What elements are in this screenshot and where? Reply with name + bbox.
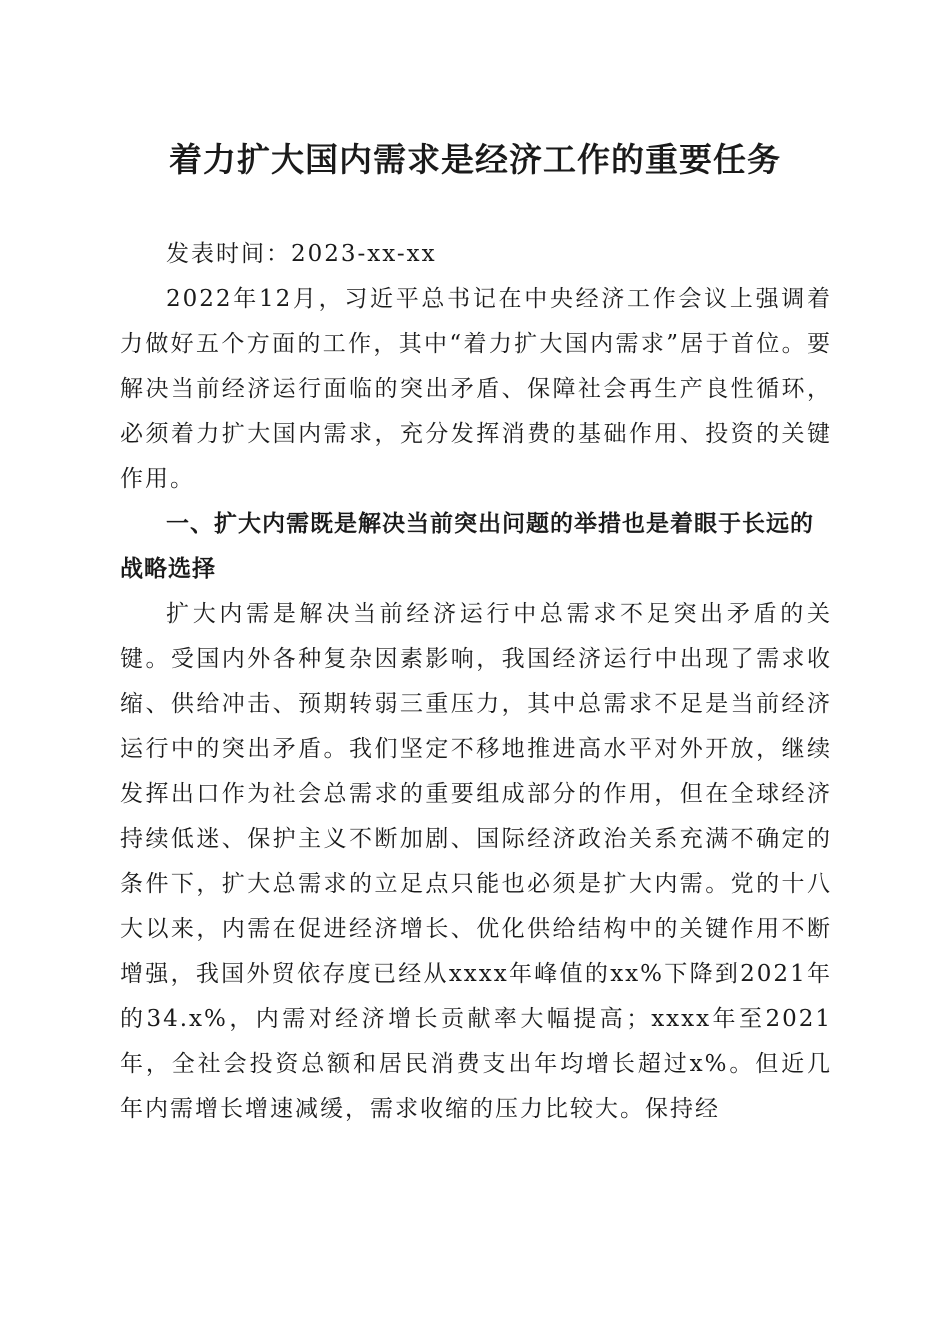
section-heading-1: 一、扩大内需既是解决当前突出问题的举措也是着眼于长远的战略选择 [120,511,814,582]
document-body [120,232,832,1132]
publish-date: 发表时间：2023-xx-xx [166,241,437,267]
intro-paragraph: 2022年12月，习近平总书记在中央经济工作会议上强调着力做好五个方面的工作，其中“着力扩大国内需求”居于首位。要解决当前经济运行面临的突出矛盾、保障社会再生产良性循环，必须着力扩大国内需求，充分发挥消费的基础作用、投资的关键作用。 [120,286,832,492]
section-1-paragraph: 扩大内需是解决当前经济运行中总需求不足突出矛盾的关键。受国内外各种复杂因素影响，我国经济运行中出现了需求收缩、供给冲击、预期转弱三重压力，其中总需求不足是当前经济运行中的突出矛盾。我们坚定不移地推进高水平对外开放，继续发挥出口作为社会总需求的重要组成部分的作用，但在全球经济持续低迷、保护主义不断加剧、国际经济政治关系充满不确定的条件下，扩大总需求的立足点只能也必须是扩大内需。党的十八大以来，内需在促进经济增长、优化供给结构中的关键作用不断增强，我国外贸依存度已经从xxxx年峰值的xx%下降到2021年的34.x%，内需对经济增长贡献率大幅提高；xxxx年至2021年，全社会投资总额和居民消费支出年均增长超过x%。但近几年内需增长增速减缓，需求收缩的压力比较大。保持经 [120,601,832,1122]
document-title: 着力扩大国内需求是经济工作的重要任务 [169,140,781,179]
